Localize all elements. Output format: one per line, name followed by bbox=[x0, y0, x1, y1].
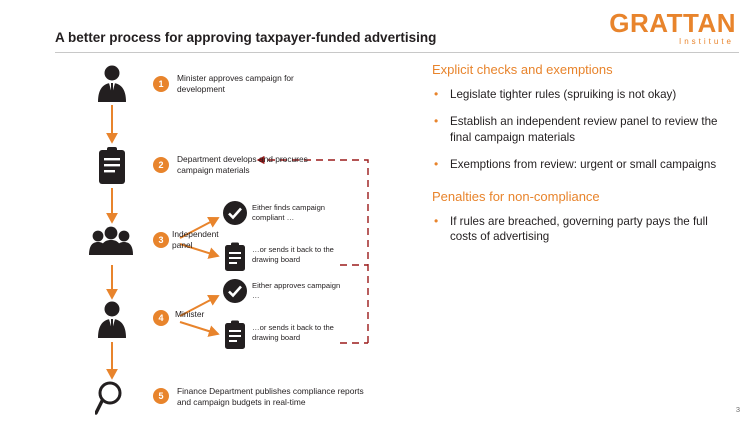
checks-bullet-list bbox=[432, 87, 732, 173]
magnifier-icon bbox=[92, 380, 132, 421]
clipboard-document-icon bbox=[92, 146, 132, 191]
step-badge-3: 3 bbox=[153, 232, 169, 248]
brand-subtitle: Institute bbox=[678, 37, 734, 46]
step-badge-1: 1 bbox=[153, 76, 169, 92]
list-item: • If rules are breached, governing party pays the full costs of advertising bbox=[432, 214, 732, 245]
step-label-1: Minister approves campaign for development bbox=[177, 73, 294, 95]
minister-person-icon bbox=[92, 300, 132, 345]
clipboard-return-icon bbox=[222, 242, 248, 277]
penalties-bullet-list bbox=[432, 214, 732, 245]
outcome-label-3-1: Either finds campaign compliant … bbox=[252, 203, 326, 223]
step-badge-2: 2 bbox=[153, 157, 169, 173]
outcome-label-3-2: …or sends it back to the drawing board bbox=[252, 245, 334, 265]
step-badge-4: 4 bbox=[153, 310, 169, 326]
step-label-4: Minister bbox=[175, 309, 205, 319]
minister-person-icon bbox=[92, 64, 132, 109]
process-flow-diagram bbox=[50, 60, 430, 410]
page-title: A better process for approving taxpayer-funded advertising bbox=[55, 30, 437, 45]
step-badge-5: 5 bbox=[153, 388, 169, 404]
panel-group-icon bbox=[88, 224, 128, 263]
grattan-logo bbox=[609, 10, 736, 46]
list-item: • Legislate tighter rules (spruiking is not okay) bbox=[432, 87, 732, 102]
right-panel bbox=[432, 62, 732, 256]
outcome-label-4-1: Either approves campaign … bbox=[252, 281, 341, 301]
step-label-3: Independent panel bbox=[172, 229, 219, 251]
list-item: • Exemptions from review: urgent or small campaigns bbox=[432, 157, 732, 172]
step-label-2: Department develops and procures campaign materials bbox=[177, 154, 308, 176]
step-label-5: Finance Department publishes compliance reports and campaign budgets in real-time bbox=[177, 386, 364, 408]
section-heading-checks: Explicit checks and exemptions bbox=[432, 62, 613, 77]
title-divider bbox=[55, 52, 739, 53]
page-number: 3 bbox=[735, 405, 740, 414]
section-heading-penalties: Penalties for non-compliance bbox=[432, 188, 600, 204]
clipboard-return-icon bbox=[222, 320, 248, 355]
list-item: • Establish an independent review panel to review the final campaign materials bbox=[432, 114, 732, 145]
brand-name: GRATTAN bbox=[609, 8, 736, 38]
check-badge-icon bbox=[222, 200, 248, 231]
check-badge-icon bbox=[222, 278, 248, 309]
outcome-label-4-2: …or sends it back to the drawing board bbox=[252, 323, 334, 343]
